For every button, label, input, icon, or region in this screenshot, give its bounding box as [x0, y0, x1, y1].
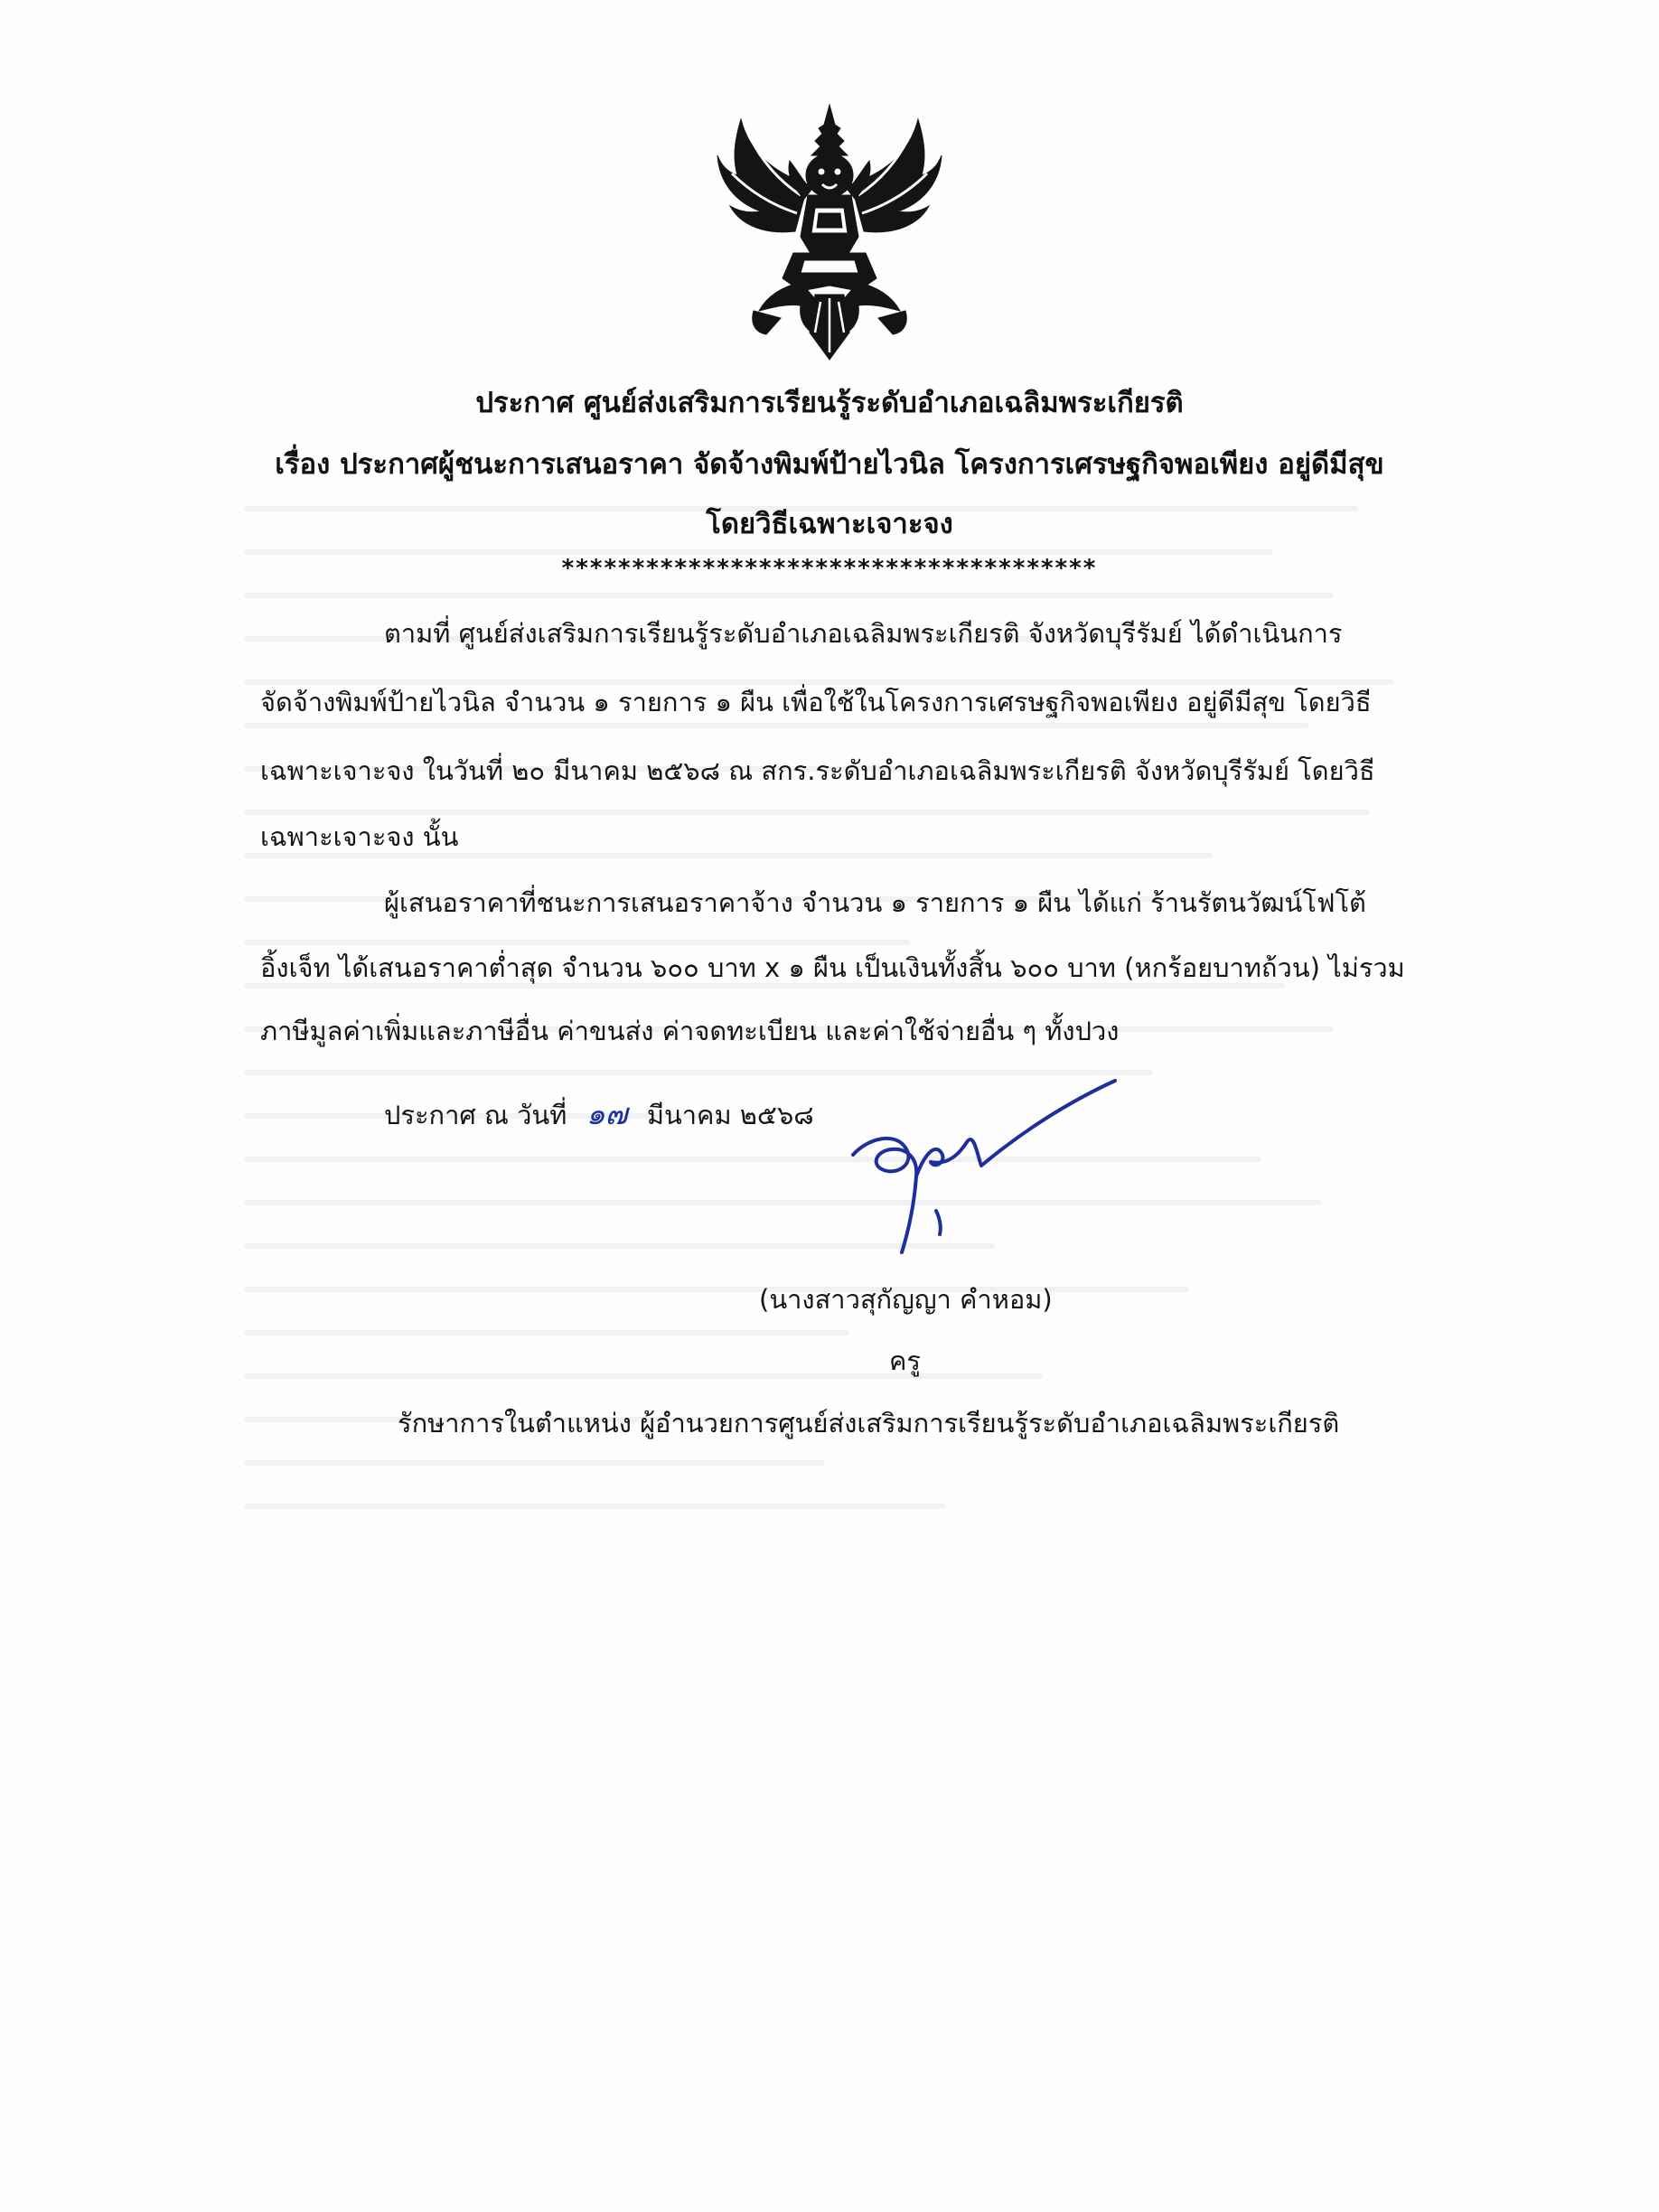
paragraph-2-line-1: ผู้เสนอราคาที่ชนะการเสนอราคาจ้าง จำนวน ๑ รายการ ๑ ผืน ได้แก่ ร้านรัตนวัฒน์โฟโต้	[384, 887, 1366, 918]
signatory-position: ครู	[889, 1345, 921, 1376]
paragraph-1-line-1: ตามที่ ศูนย์ส่งเสริมการเรียนรู้ระดับอำเภอเฉลิมพระเกียรติ จังหวัดบุรีรัมย์ ได้ดำเนินการ	[384, 618, 1343, 649]
paragraph-1-line-2: จัดจ้างพิมพ์ป้ายไวนิล จำนวน ๑ รายการ ๑ ผืน เพื่อใช้ในโครงการเศรษฐกิจพอเพียง อยู่ดีมีสุข โดยวิธี	[260, 687, 1372, 717]
paragraph-1-line-4: เฉพาะเจาะจง นั้น	[260, 821, 459, 852]
handwritten-signature	[840, 1075, 1139, 1274]
paragraph-1-line-3: เฉพาะเจาะจง ในวันที่ ๒๐ มีนาคม ๒๕๖๘ ณ สกร.ระดับอำเภอเฉลิมพระเกียรติ จังหวัดบุรีรัมย์ โดยวิธี	[260, 755, 1375, 786]
signatory-role: รักษาการในตำแหน่ง ผู้อำนวยการศูนย์ส่งเสริมการเรียนรู้ระดับอำเภอเฉลิมพระเกียรติ	[398, 1408, 1340, 1439]
separator-line: **************************************	[561, 555, 1098, 582]
signatory-name: (นางสาวสุกัญญา คำหอม)	[759, 1284, 1053, 1315]
date-prefix: ประกาศ ณ วันที่	[384, 1100, 567, 1130]
announcement-title: ประกาศ ศูนย์ส่งเสริมการเรียนรู้ระดับอำเภอเฉลิมพระเกียรติ	[475, 387, 1184, 419]
handwritten-day: ๑๗	[586, 1096, 628, 1131]
procurement-method: โดยวิธีเฉพาะเจาะจง	[706, 508, 953, 540]
paragraph-2-line-2: อิ้งเจ็ท ได้เสนอราคาต่ำสุด จำนวน ๖๐๐ บาท x ๑ ผืน เป็นเงินทั้งสิ้น ๖๐๐ บาท (หกร้อยบาทถ้วน) ไม่รวม	[260, 952, 1405, 983]
date-suffix: มีนาคม ๒๕๖๘	[646, 1100, 814, 1130]
announcement-subject: เรื่อง ประกาศผู้ชนะการเสนอราคา จัดจ้างพิมพ์ป้ายไวนิล โครงการเศรษฐกิจพอเพียง อยู่ดีมีสุข	[275, 448, 1384, 481]
paragraph-2-line-3: ภาษีมูลค่าเพิ่มและภาษีอื่น ค่าขนส่ง ค่าจดทะเบียน และค่าใช้จ่ายอื่น ๆ ทั้งปวง	[260, 1016, 1120, 1046]
announcement-date-line	[384, 1090, 814, 1138]
garuda-emblem-icon	[714, 101, 945, 363]
